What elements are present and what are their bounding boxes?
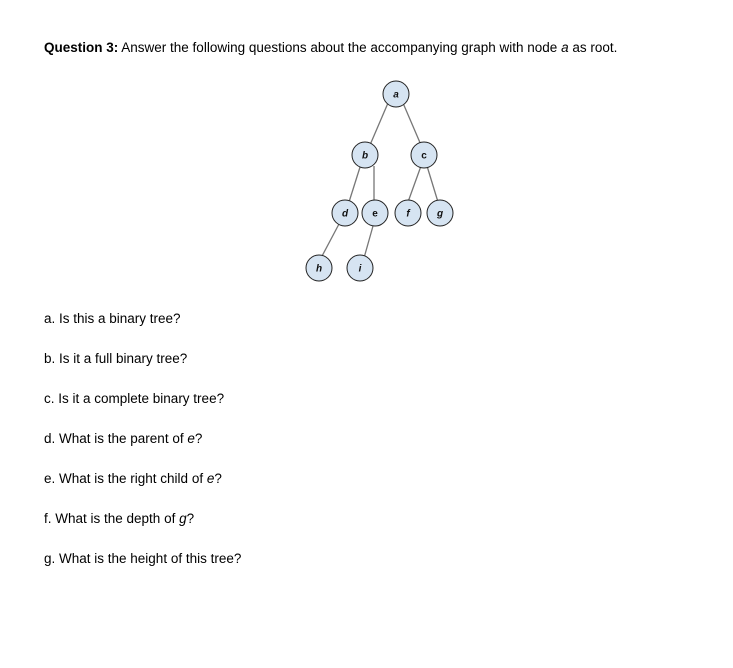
edge-c-g (427, 166, 438, 202)
node-i (347, 255, 373, 281)
question-number: Question 3: (44, 40, 119, 55)
question-f-text: f. What is the depth of (44, 511, 180, 526)
node-g (427, 200, 453, 226)
edge-e-i (364, 226, 373, 258)
node-d (332, 200, 358, 226)
question-d-mark: ? (194, 431, 203, 446)
node-e-label: e (372, 208, 378, 220)
question-a-text: a. Is this a binary tree? (44, 311, 181, 326)
question-d-text: d. What is the parent of (44, 431, 188, 446)
question-e-text: e. What is the right child of (44, 471, 207, 486)
question-e-variable: e (206, 471, 215, 486)
node-h-label: h (315, 263, 323, 275)
node-a (383, 81, 409, 107)
question-d-variable: e (187, 431, 195, 446)
node-c-label: c (421, 150, 427, 162)
node-i-label: i (358, 263, 362, 275)
question-f-mark: ? (186, 511, 195, 526)
question-g (44, 551, 241, 566)
node-e (362, 200, 388, 226)
node-g-label: g (436, 208, 444, 220)
question-e-mark: ? (214, 471, 222, 486)
question-b-text: b. Is it a full binary tree? (44, 351, 188, 366)
root-variable: a (561, 40, 569, 55)
node-d-label: d (341, 208, 349, 220)
edge-a-b (370, 103, 388, 145)
heading-text-after: as root. (568, 40, 618, 55)
node-c (411, 142, 437, 168)
question-e (44, 471, 222, 486)
edge-d-h (321, 224, 339, 258)
edge-b-d (349, 164, 361, 202)
edge-c-f (408, 166, 421, 202)
tree-edges (321, 103, 438, 258)
node-b (352, 142, 378, 168)
heading-text-before: Answer the following questions about the accompanying graph with node (118, 40, 562, 55)
question-c-text: c. Is it a complete binary tree? (44, 391, 225, 406)
question-a (44, 311, 181, 326)
node-h (306, 255, 332, 281)
question-c (44, 391, 224, 406)
question-f (44, 511, 194, 526)
node-f-label: f (406, 208, 410, 220)
question-f-variable: g (179, 511, 187, 526)
question-b (44, 351, 187, 366)
question-g-text: g. What is the height of this tree? (44, 551, 242, 566)
edge-a-c (403, 103, 421, 145)
node-b-label: b (361, 150, 369, 162)
node-f (395, 200, 421, 226)
node-a-label: a (393, 89, 399, 101)
question-d (44, 431, 202, 446)
